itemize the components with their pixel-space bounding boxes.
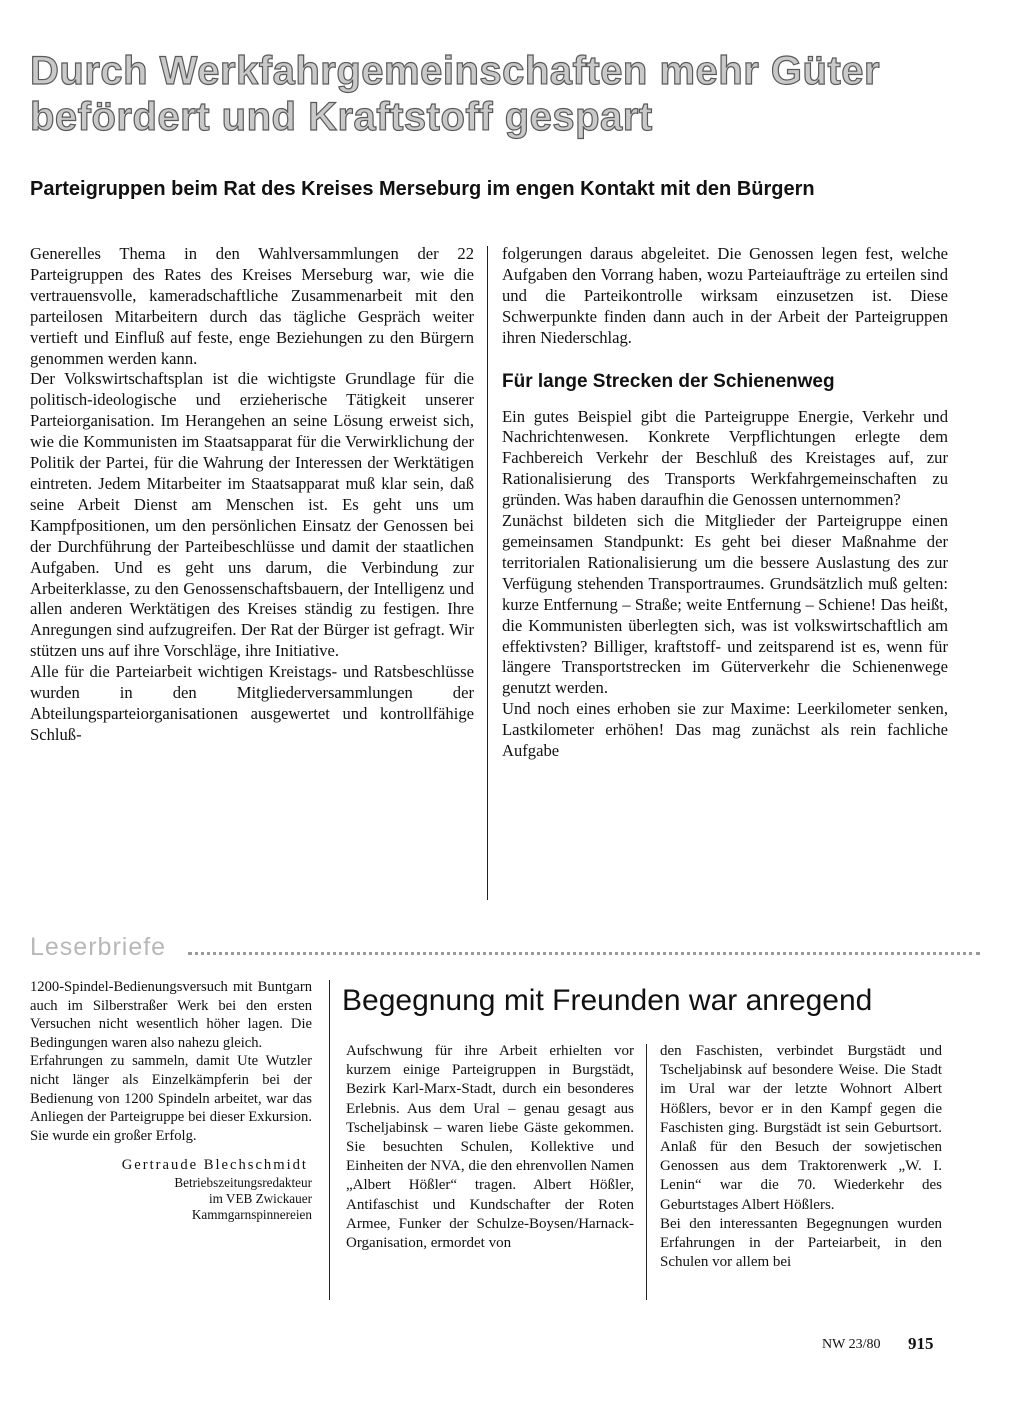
paragraph: Aufschwung für ihre Arbeit erhielten vor kurzem einige Parteigruppen in Burgstädt, Bezirk Karl-Marx-Stadt, durch ein besonderes Erlebnis. Aus dem Ural – genau gesagt aus Tscheljabinsk – waren liebe Gäste gekommen. Sie besuchten Schulen, Kollektive und Einheiten der NVA, die den ehrenvollen Namen „Albert Hößler“ tragen. Albert Hößler, Antifaschist und Kundschafter der Roten Armee, Funker der Schulze-Boysen/Harnack-Organisation, ermordet von [346, 1043, 634, 1252]
leserbriefe-header [30, 930, 980, 964]
paragraph: Zunächst bildeten sich die Mitglieder der Parteigruppe einen gemeinsamen Standpunkt: Es geht bei dieser Maßnahme der territorialen Rationalisierung um die bessere Auslastung des zur Verfügung stehenden Transportraumes. Grundsätzlich muß gelten: kurze Entfernung – Straße; weite Entfernung – Schiene! Das heißt, die Kommunisten überlegten sich, was ist volkswirtschaftlich am effektivsten? Billiger, kraftstoff- und zeitsparend ist es, wenn für längere Transportstrecken im Güterverkehr die Schienenwege genutzt werden. [502, 511, 948, 698]
paragraph: Generelles Thema in den Wahlversammlungen der 22 Parteigruppen des Rates des Kreises Merseburg war, wie die vertrauensvolle, kameradschaftliche Zusammenarbeit mit den parteilosen Mitarbeitern durch das tägliche Gespräch weiter vertieft und Einfluß auf feste, enge Beziehungen zu den Bürgern genommen werden kann. [30, 244, 474, 368]
author-role-line: Kammgarnspinnereien [191, 1207, 312, 1223]
paragraph: Der Volkswirtschaftsplan ist die wichtigste Grundlage für die politisch-ideologische und erzieherische Tätigkeit unserer Parteiorganisation. Im Herangehen an seine Lösung erweist sich, wie die Kommunisten im Staatsapparat für die Verwirklichung der Politik der Partei, für die Wahrung der Interessen der Werktätigen eintreten. Jedem Mitarbeiter im Staatsapparat muß klar sein, daß seine Arbeit Dienst am Menschen ist. Es geht uns um Kampfpositionen, um den persönlichen Einsatz der Genossen bei der Durchführung der Parteibeschlüsse und damit der staatlichen Aufgaben. Und es geht uns darum, die Verbindung zur Arbeiterklasse, zu den Genossenschaftsbauern, der Intelligenz und allen anderen Werktätigen des Kreises ständig zu festigen. Ihre Anregungen sind aufzugreifen. Der Rat der Bürger ist gefragt. Wir stützen uns auf ihre Vorschläge, ihre Initiative. [30, 369, 474, 661]
author-role-line: im VEB Zwickauer [208, 1191, 312, 1207]
article2-column-right [660, 1042, 942, 1272]
page-number: 915 [908, 1334, 934, 1353]
article-column-left [30, 244, 474, 746]
leserbriefe-label: Leserbriefe [30, 933, 167, 961]
paragraph: folgerungen daraus abgeleitet. Die Genossen legen fest, welche Aufgaben den Vorrang haben, wozu Parteiaufträge zu erteilen sind und die Parteikontrolle wirksam einzusetzen ist. Diese Schwerpunkte finden dann auch in der Arbeit der Parteigruppen ihren Niederschlag. [502, 244, 948, 347]
column-divider [329, 980, 330, 1300]
letter-signature [30, 1155, 312, 1223]
paragraph: Und noch eines erhoben sie zur Maxime: Leerkilometer senken, Lastkilometer erhöhen! Das mag zunächst als rein fachliche Aufgabe [502, 699, 948, 761]
article2-column-left [346, 1042, 634, 1253]
column-divider [487, 246, 488, 900]
article-subheadline: Parteigruppen beim Rat des Kreises Merseburg im engen Kontakt mit den Bürgern [30, 178, 815, 200]
article-column-right [502, 244, 948, 762]
paragraph: den Faschisten, verbindet Burgstädt und Tscheljabinsk auf besondere Weise. Die Stadt im Ural war der letzte Wohnort Albert Hößlers, bevor er in den Kampf gegen die Faschisten ging. Burgstädt ist sein Geburtsort. Anlaß für den Besuch der sowjetischen Genossen aus dem Traktorenwerk „W. I. Lenin“ war die 70. Wiederkehr des Geburtstages Albert Hößlers. [660, 1043, 942, 1213]
issue-folio: NW 23/80 [822, 1337, 881, 1352]
author-role-line: Betriebszeitungsredakteur [174, 1175, 312, 1191]
paragraph: Erfahrungen zu sammeln, damit Ute Wutzler nicht länger als Einzelkämpferin bei der Bedienung von 1200 Spindeln arbeitet, war das Anliegen der Parteigruppe bei dieser Exkursion. Sie wurde ein großer Erfolg. [30, 1053, 312, 1144]
letter-column [30, 978, 312, 1223]
author-name: Gertraude Blechschmidt [121, 1157, 308, 1174]
article-headline: Durch Werkfahrgemeinschaften mehr Güter befördert und Kraftstoff gespart [30, 49, 881, 139]
column-divider [646, 1044, 647, 1300]
leserbriefe-rule [188, 952, 980, 955]
paragraph: Alle für die Parteiarbeit wichtigen Kreistags- und Ratsbeschlüsse wurden in den Mitgliederversammlungen der Abteilungsparteiorganisationen ausgewertet und kontrollfähige Schluß- [30, 662, 474, 744]
paragraph: Bei den interessanten Begegnungen wurden Erfahrungen in der Parteiarbeit, in den Schulen vor allem bei [660, 1215, 942, 1271]
paragraph: Ein gutes Beispiel gibt die Parteigruppe Energie, Verkehr und Nachrichtenwesen. Konkrete Verpflichtungen erlegte dem Fachbereich Verkehr der Beschluß des Kreistages auf, zur Rationalisierung des Transports Werkfahrgemeinschaften zu gründen. Was haben daraufhin die Genossen unternommen? [502, 406, 948, 510]
paragraph: 1200-Spindel-Bedienungsversuch mit Buntgarn auch im Silberstraßer Werk bei den ersten Versuchen nicht wesentlich höher lagen. Die Bedingungen waren also nahezu gleich. [30, 979, 312, 1051]
section-heading: Für lange Strecken der Schienenweg [502, 370, 835, 392]
article2-title: Begegnung mit Freunden war anregend [342, 984, 873, 1017]
